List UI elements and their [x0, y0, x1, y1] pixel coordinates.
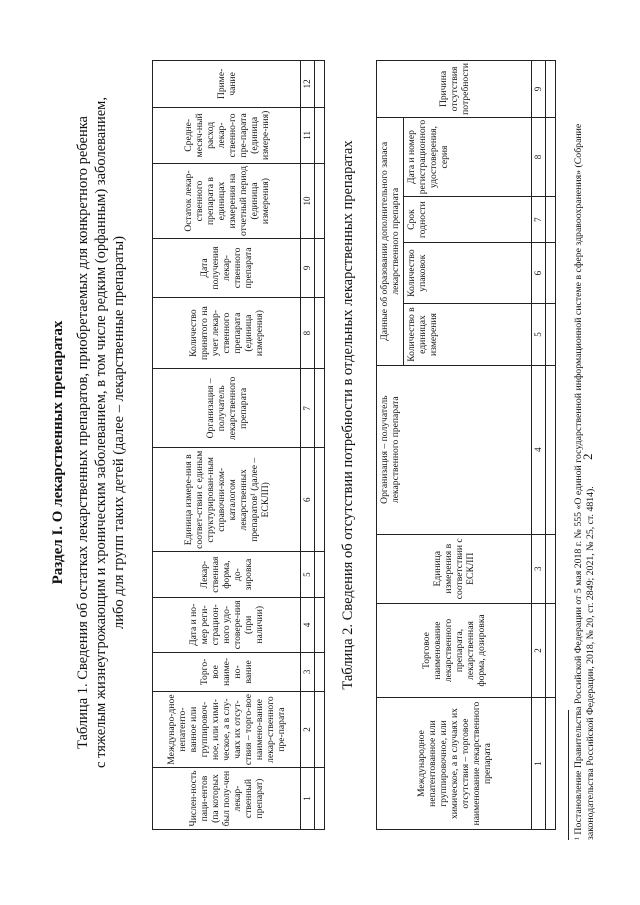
- table1-column-number: 5: [301, 552, 315, 597]
- table1-column-number: 10: [301, 163, 315, 238]
- table1-caption-line: Таблица 1. Сведения об остатках лекарственных препаратов, приобретаемых для конкретного ребенка: [75, 116, 91, 750]
- table1-column-number: 9: [301, 239, 315, 298]
- table2-header-cell: Организация – получатель лекарственного препарата: [377, 365, 532, 534]
- table2-column-number: 4: [532, 365, 546, 534]
- table1-column-number: 1: [301, 768, 315, 830]
- footnote-separator: [568, 710, 569, 840]
- table1-header-cell: Средне-месяч-ный расход лекар-ственно-го пре-парата (единица измере-ния): [153, 107, 301, 163]
- table1-header-cell: Междунаро-дное непатенто-ванное или группировоч-ное, или хими-ческое, а в слу-чаях их отсут-ствия – торго-вое наимено-вание лекар-ственного пре-парата: [153, 692, 301, 768]
- table1-number-row: [301, 61, 315, 830]
- table1-header-cell: Количество принятого на учет лекар-ственного препарата (единица измерения): [153, 297, 301, 369]
- table1-header-cell: Торго-вое наиме-но-вание: [153, 652, 301, 691]
- table2-column-number: 7: [532, 197, 546, 243]
- table2-header-cell: Причина отсутствия потребности: [377, 61, 532, 118]
- table2-column-number: 6: [532, 242, 546, 303]
- table1-header-cell: Единица измере-ния в соответ-ствии с единым структурирован-ным справочни-ком-каталогом лекарственных препаратов¹ (далее – ЕСКЛП): [153, 448, 301, 552]
- section-title: Раздел I. О лекарственных препаратах: [50, 320, 66, 585]
- table1-column-number: 3: [301, 652, 315, 691]
- table1-column-number: 4: [301, 597, 315, 652]
- table2-subheader-cell: Количество в единицах измерения: [404, 304, 532, 365]
- table1-header-cell: Числен-ность паци-ентов (па которых был полу-чен лекар-ственный препарат): [153, 768, 301, 830]
- table2-header-row: [377, 61, 404, 830]
- table2-subheader-cell: Количество упаковок: [404, 242, 532, 303]
- table1-empty-row: [315, 61, 325, 830]
- table2-header-cell: Данные об образовании дополнительного запаса лекарственного препарата: [377, 117, 404, 365]
- table2-subheader-cell: Дата и номер регистрационного удостоверения, серия: [404, 117, 532, 196]
- table2-column-number: 3: [532, 534, 546, 603]
- footnote: ¹ Постановление Правительства Российской Федерации от 5 мая 2018 г. № 555 «О единой государственной информационной системе в сфере здравоохранения» (Собрание законодательства Российской Федерации, 2018, № 20, ст. 2849; 2021, № 25, ст. 4814).: [573, 123, 596, 840]
- table2-header-cell: Торговое наименование лекарственного препарата, лекарственная форма, дозировка: [377, 603, 532, 697]
- table1-caption: [74, 80, 128, 785]
- table2-empty-row: [546, 61, 556, 830]
- table1-header-cell: Остаток лекар-ственного препарата в единицах измерения на отчетный период (единица измерения): [153, 163, 301, 238]
- table2-number-row: [532, 61, 546, 830]
- table2-column-number: 2: [532, 603, 546, 697]
- table2-subheader-cell: Срок годности: [404, 197, 532, 243]
- table1-header-cell: Приме-чание: [153, 61, 301, 108]
- table1-caption-line: с тяжелым жизнеугрожающим и хроническим заболеванием, в том числе редким (орфанным) заболеванием,: [93, 97, 109, 768]
- table1-header-cell: Дата и но-мер реги-страцион-ного удо-стовере-ния (при наличии): [153, 597, 301, 652]
- table1-header-cell: Организация – получатель лекарственного препарата: [153, 369, 301, 448]
- table1-column-number: 11: [301, 107, 315, 163]
- table1-column-number: 8: [301, 297, 315, 369]
- table1-column-number: 2: [301, 692, 315, 768]
- table1-header-row: [153, 61, 301, 830]
- table2-header-cell: Единица измерения в соответствии с ЕСКЛП: [377, 534, 532, 603]
- page-number: 2: [580, 453, 595, 460]
- table2: [376, 60, 556, 830]
- table2-column-number: 9: [532, 61, 546, 118]
- table1: [152, 60, 325, 830]
- table1-column-number: 7: [301, 369, 315, 448]
- table1-header-cell: Лекар-ственная форма, до-зировка: [153, 552, 301, 597]
- table2-caption: Таблица 2. Сведения об отсутствии потребности в отдельных лекарственных препаратах: [340, 140, 356, 690]
- table2-column-number: 1: [532, 698, 546, 830]
- table1-header-cell: Дата получения лекар-ственного препарата: [153, 239, 301, 298]
- table2-column-number: 8: [532, 117, 546, 196]
- table1-column-number: 12: [301, 61, 315, 108]
- table1-caption-line: либо для групп таких детей (далее – лекарственные препараты): [111, 236, 127, 629]
- table1-column-number: 6: [301, 448, 315, 552]
- table2-header-cell: Международное непатентованное или группировочное, или химическое, а в случаях их отсутствия – торговое наименование лекарственного препарата: [377, 698, 532, 830]
- table2-column-number: 5: [532, 304, 546, 365]
